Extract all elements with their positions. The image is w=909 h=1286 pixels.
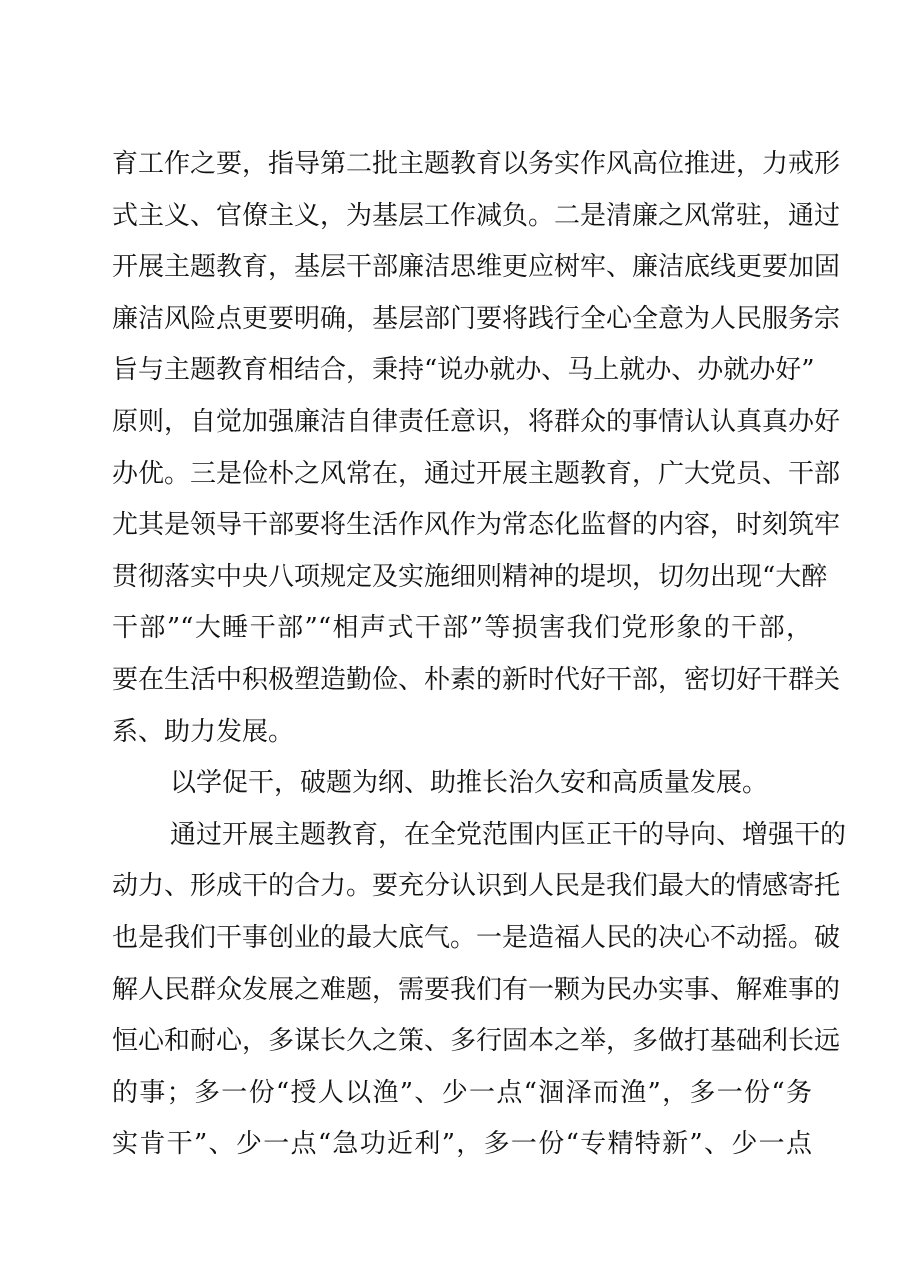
text-line: 实肯干”、少一点“急功近利”，多一份“专精特新”、少一点 [112, 1129, 812, 1160]
text-line: 的事；多一份“授人以渔”、少一点“涸泽而渔”，多一份“务 [112, 1077, 812, 1108]
text-line: 贯彻落实中央八项规定及实施细则精神的堤坝，切勿出现“大醉 [112, 561, 828, 592]
text-line: 式主义、官僚主义，为基层工作减负。二是清廉之风常驻，通过 [112, 200, 841, 231]
text-line: 动力、形成干的合力。要充分认识到人民是我们最大的情感寄托 [112, 871, 841, 902]
text-line: 通过开展主题教育，在全党范围内匡正干的导向、增强干的 [170, 819, 847, 850]
text-line: 要在生活中积极塑造勤俭、朴素的新时代好干部，密切好干群关 [112, 664, 841, 695]
text-line: 系、助力发展。 [112, 716, 295, 747]
text-line: 原则，自觉加强廉洁自律责任意识，将群众的事情认认真真办好 [112, 406, 841, 437]
section-heading: 以学促干，破题为纲、助推长治久安和高质量发展。 [170, 768, 769, 799]
text-line: 干部”“大睡干部”“相声式干部”等损害我们党形象的干部， [112, 613, 812, 644]
text-line: 尤其是领导干部要将生活作风作为常态化监督的内容，时刻筑牢 [112, 510, 841, 541]
text-line: 解人民群众发展之难题，需要我们有一颗为民办实事、解难事的 [112, 974, 841, 1005]
text-line: 开展主题教育，基层干部廉洁思维更应树牢、廉洁底线更要加固 [112, 252, 841, 283]
text-line: 廉洁风险点更要明确，基层部门要将践行全心全意为人民服务宗 [112, 303, 841, 334]
text-line: 也是我们干事创业的最大底气。一是造福人民的决心不动摇。破 [112, 922, 841, 953]
text-line: 恒心和耐心，多谋长久之策、多行固本之举，多做打基础利长远 [112, 1026, 841, 1057]
text-line: 育工作之要，指导第二批主题教育以务实作风高位推进，力戒形 [112, 149, 841, 179]
text-line: 旨与主题教育相结合，秉持“说办就办、马上就办、办就办好” [112, 355, 815, 386]
body-text [112, 139, 847, 1171]
text-line: 办优。三是俭朴之风常在，通过开展主题教育，广大党员、干部 [112, 458, 841, 489]
